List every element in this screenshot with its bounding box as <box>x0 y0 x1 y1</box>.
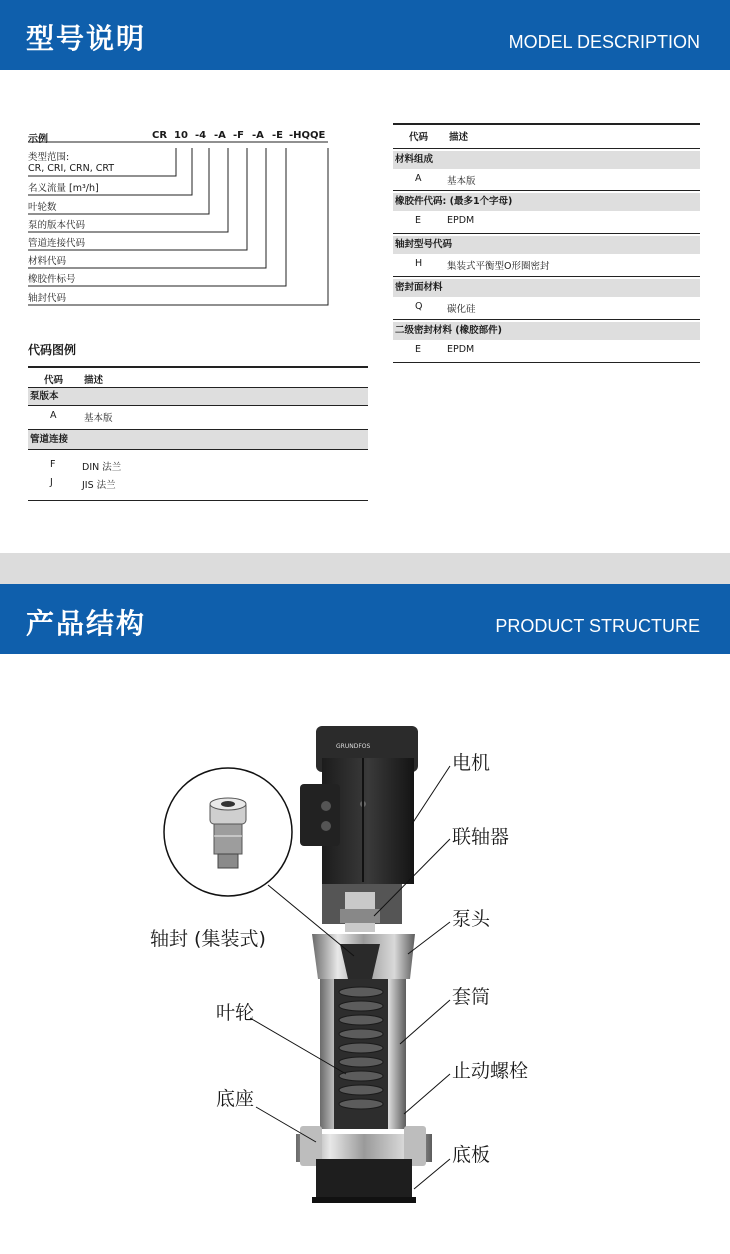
detail-group-material: 材料组成 <box>393 151 700 169</box>
row-pipe-connection: 管道连接代码 <box>28 238 86 249</box>
label-base: 底座 <box>216 1088 255 1110</box>
coupling-and-head <box>312 884 415 979</box>
label-base-plate: 底板 <box>452 1144 491 1166</box>
structure-title-cn: 产品结构 <box>26 607 147 640</box>
label-impeller: 叶轮 <box>216 1002 255 1024</box>
label-shaft-seal: 轴封 (集装式) <box>150 928 266 950</box>
legend-code-j: J <box>50 477 53 488</box>
row-type-range-label: 类型范围: <box>28 152 70 163</box>
detail-code-seal-face: Q <box>415 301 423 312</box>
pump-structure-illustration <box>0 654 730 1254</box>
code-detail-table <box>393 123 700 363</box>
code-legend-table <box>28 366 368 506</box>
row-pump-version: 泵的版本代码 <box>28 220 86 231</box>
legend-group-pump-version: 泵版本 <box>28 388 368 405</box>
code-part-rubber: -E <box>272 130 283 141</box>
label-pump-head: 泵头 <box>452 908 491 930</box>
detail-group-rubber: 橡胶件代码: (最多1个字母) <box>393 193 700 211</box>
detail-code-rubber: E <box>415 215 422 226</box>
row-nominal-flow: 名义流量 [m³/h] <box>28 183 99 194</box>
detail-header-desc: 描述 <box>449 132 469 143</box>
detail-desc-rubber: EPDM <box>447 215 475 226</box>
base-part <box>296 1126 432 1203</box>
detail-group-seal-face: 密封面材料 <box>393 279 700 297</box>
row-impeller-count: 叶轮数 <box>28 202 57 213</box>
detail-group-secondary-seal: 二级密封材料 (橡胶部件) <box>393 322 700 340</box>
row-type-range-values: CR, CRI, CRN, CRT <box>28 163 115 174</box>
example-label: 示例 <box>28 134 48 145</box>
detail-desc-seal-type: 集装式平衡型O形圈密封 <box>447 261 550 272</box>
sleeve-and-impellers <box>320 979 406 1129</box>
section-divider-band <box>0 553 730 584</box>
legend-code-a: A <box>50 410 57 421</box>
detail-code-seal-type: H <box>415 258 423 269</box>
detail-desc-secondary-seal: EPDM <box>447 344 475 355</box>
detail-code-secondary-seal: E <box>415 344 422 355</box>
legend-code-f: F <box>50 459 56 470</box>
model-title-en: MODEL DESCRIPTION <box>508 32 700 52</box>
product-structure-banner <box>0 584 730 654</box>
detail-header-code: 代码 <box>409 132 429 143</box>
legend-desc-f: DIN 法兰 <box>82 462 122 473</box>
label-stop-bolt: 止动螺栓 <box>452 1060 529 1082</box>
detail-group-seal-type: 轴封型号代码 <box>393 236 700 254</box>
detail-code-material: A <box>415 173 422 184</box>
detail-desc-seal-face: 碳化硅 <box>447 304 476 315</box>
label-motor: 电机 <box>452 752 491 774</box>
code-part-flow: 10 <box>174 130 188 141</box>
model-description-banner <box>0 0 730 70</box>
code-part-connection: -F <box>233 130 244 141</box>
motor-brand: GRUNDFOS <box>336 743 371 750</box>
code-part-material: -A <box>252 130 264 141</box>
code-part-cr: CR <box>152 130 168 141</box>
label-coupling: 联轴器 <box>452 826 510 848</box>
shaft-seal-inset <box>164 768 292 896</box>
row-material: 材料代码 <box>28 256 67 267</box>
code-part-version: -A <box>214 130 226 141</box>
code-legend-title: 代码图例 <box>28 343 77 357</box>
legend-desc-j: JIS 法兰 <box>82 480 116 491</box>
legend-group-pipe-connection: 管道连接 <box>28 430 368 449</box>
label-sleeve: 套筒 <box>452 986 491 1008</box>
row-shaft-seal: 轴封代码 <box>28 293 67 304</box>
legend-header-code: 代码 <box>44 375 64 386</box>
detail-desc-material: 基本版 <box>447 176 476 187</box>
row-rubber-parts: 橡胶件标号 <box>28 274 76 285</box>
code-part-seal: -HQQE <box>289 130 326 141</box>
code-part-impellers: -4 <box>195 130 207 141</box>
legend-desc-a: 基本版 <box>84 413 113 424</box>
model-title-cn: 型号说明 <box>26 22 147 55</box>
motor-part <box>300 726 418 884</box>
legend-header-desc: 描述 <box>84 375 104 386</box>
structure-title-en: PRODUCT STRUCTURE <box>495 616 700 636</box>
model-example-diagram <box>28 125 338 310</box>
